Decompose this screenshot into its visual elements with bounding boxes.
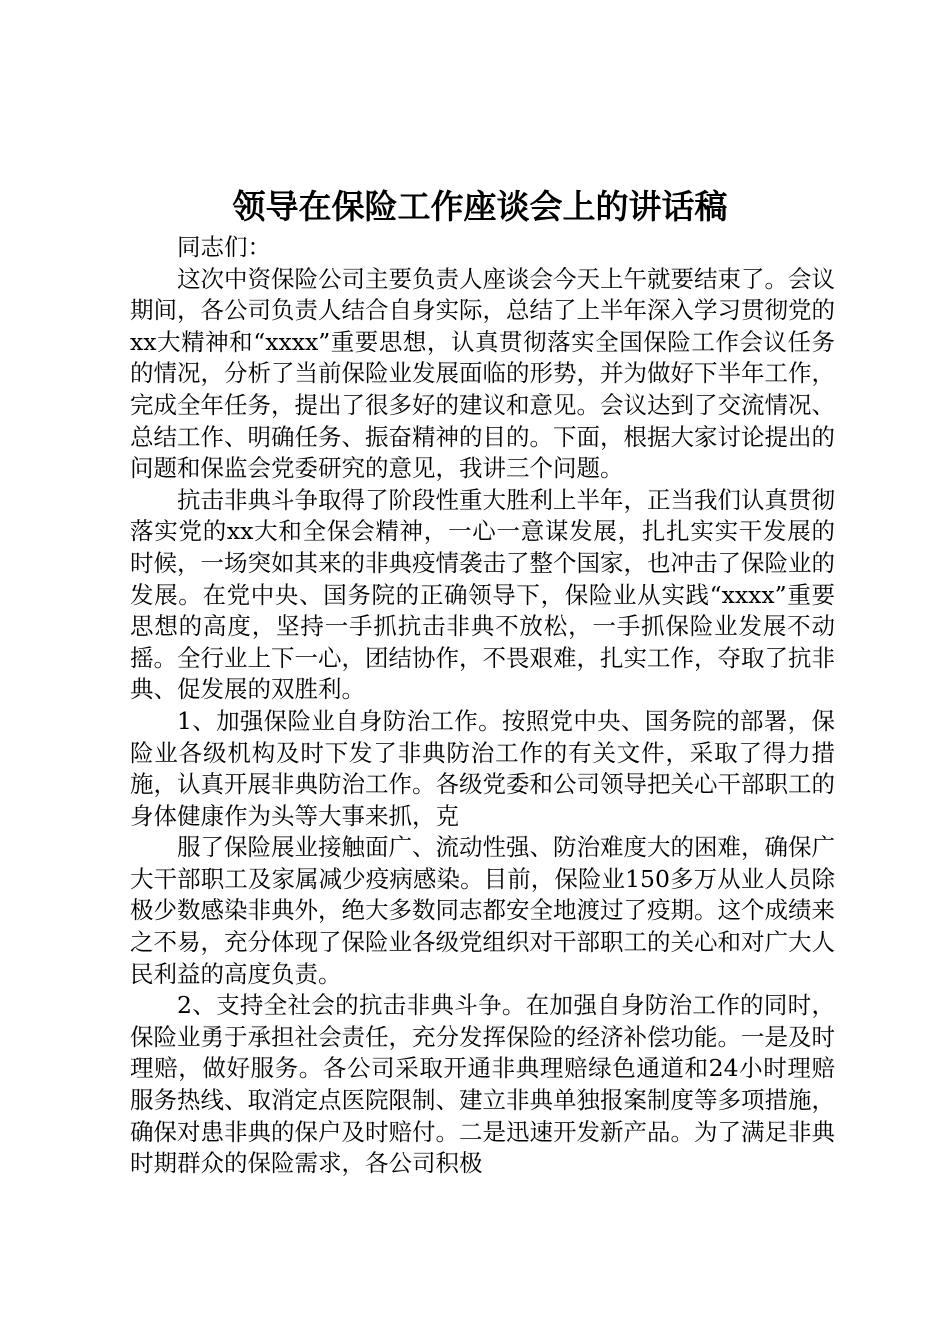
document-body: [130, 232, 835, 1180]
paragraph-sars-victory: 抗击非典斗争取得了阶段性重大胜利上半年，正当我们认真贯彻落实党的xx大和全保会精神，一心一意谋发展，扎扎实实干发展的时候，一场突如其来的非典疫情袭击了整个国家，也冲击了保险业的发展。在党中央、国务院的正确领导下，保险业从实践“xxxx”重要思想的高度，坚持一手抓抗击非典不放松，一手抓保险业发展不动摇。全行业上下一心，团结协作，不畏艰难，扎实工作，夺取了抗非典、促发展的双胜利。: [130, 485, 835, 704]
paragraph-point-1: 1、加强保险业自身防治工作。按照党中央、国务院的部署，保险业各级机构及时下发了非典防治工作的有关文件，采取了得力措施，认真开展非典防治工作。各级党委和公司领导把关心干部职工的身体健康作为头等大事来抓，克: [130, 706, 835, 830]
paragraph-point-2: 2、支持全社会的抗击非典斗争。在加强自身防治工作的同时，保险业勇于承担社会责任，充分发挥保险的经济补偿功能。一是及时理赔，做好服务。各公司采取开通非典理赔绿色通道和24小时理赔服务热线、取消定点医院限制、建立非典单独报案制度等多项措施，确保对患非典的保户及时赔付。二是迅速开发新产品。为了满足非典时期群众的保险需求，各公司积极: [130, 991, 835, 1178]
paragraph-point-1-continued: 服了保险展业接触面广、流动性强、防治难度大的困难，确保广大干部职工及家属减少疫病感染。目前，保险业150多万从业人员除极少数感染非典外，绝大多数同志都安全地渡过了疫期。这个成绩来之不易，充分体现了保险业各级党组织对干部职工的关心和对广大人民利益的高度负责。: [130, 833, 835, 988]
document-title: 领导在保险工作座谈会上的讲话稿: [232, 187, 728, 226]
paragraph-salutation: 同志们：: [177, 233, 271, 261]
paragraph-opening: 这次中资保险公司主要负责人座谈会今天上午就要结束了。会议期间，各公司负责人结合自身实际，总结了上半年深入学习贯彻党的xx大精神和“xxxx”重要思想，认真贯彻落实全国保险工作会议任务的情况，分析了当前保险业发展面临的形势，并为做好下半年工作，完成全年任务，提出了很多好的建议和意见。会议达到了交流情况、总结工作、明确任务、振奋精神的目的。下面，根据大家讨论提出的问题和保监会党委研究的意见，我讲三个问题。: [130, 264, 835, 483]
